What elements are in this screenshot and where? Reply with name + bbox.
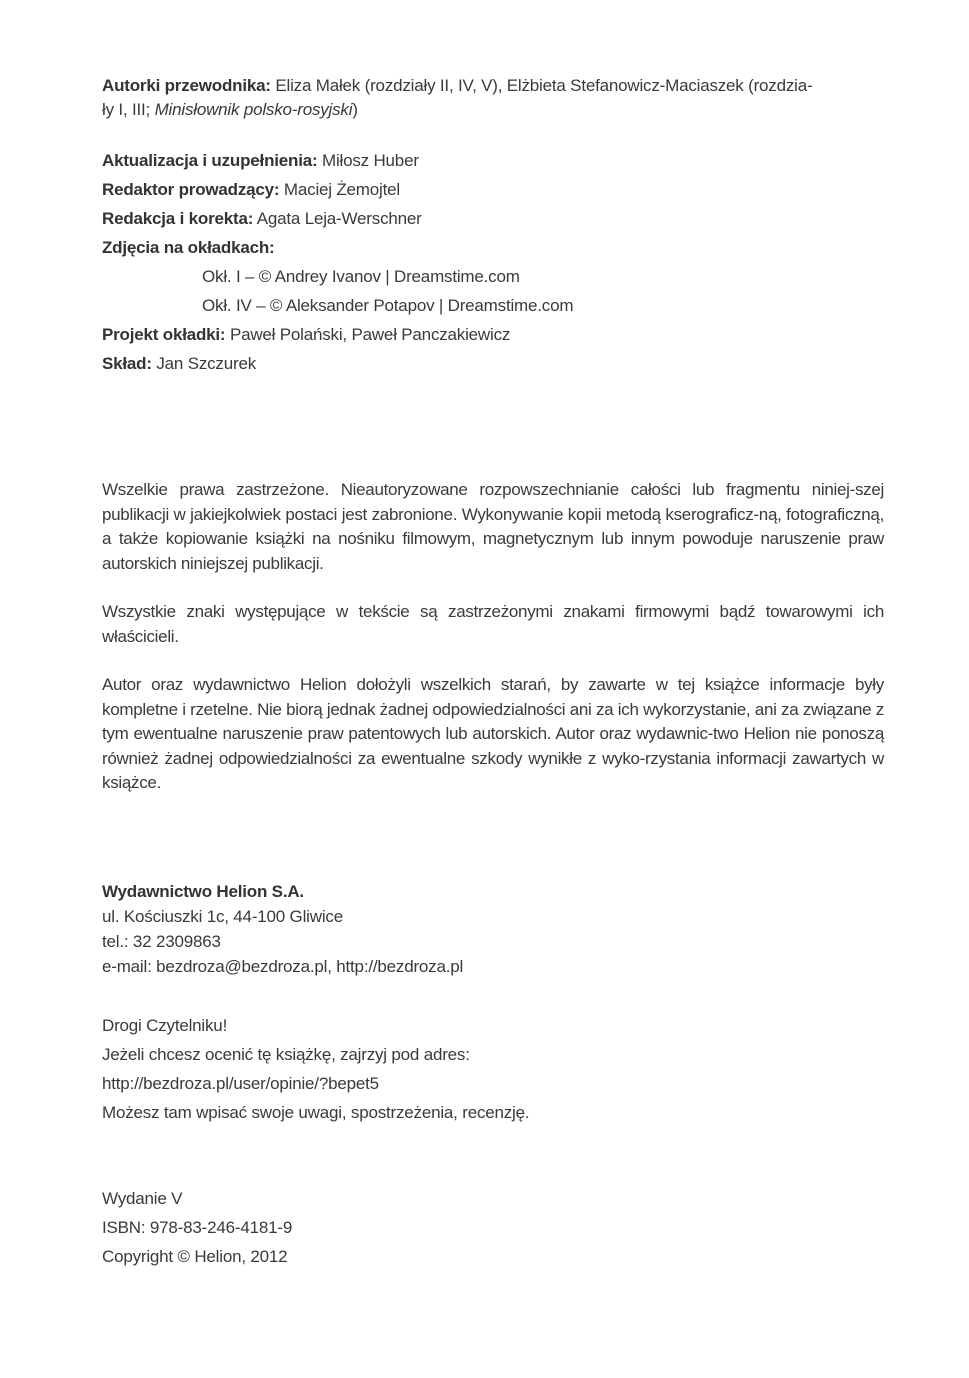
reader-section — [102, 1011, 529, 1127]
update-line — [102, 146, 884, 175]
reader-line-1: Jeżeli chcesz ocenić tę książkę, zajrzyj pod adres: — [102, 1045, 470, 1064]
publisher-email: e-mail: bezdroza@bezdroza.pl, http://bezdroza.pl — [102, 957, 464, 976]
rights-paragraph: Wszelkie prawa zastrzeżone. Nieautoryzowane rozpowszechnianie całości lub fragmentu niniej-szej publikacji w jakiejkolwiek postaci jest zabronione. Wykonywanie kopii metodą kserograficz-ną, fotograficzną, a także kopiowanie książki na nośniku filmowym, magnetycznym lub innym powoduje naruszenie praw autorskich niniejszej publikacji. — [102, 480, 884, 573]
disclaimer-paragraph: Autor oraz wydawnictwo Helion dołożyli wszelkich starań, by zawarte w tej książce informacje były kompletne i rzetelne. Nie biorą jednak żadnej odpowiedzialności ani za ich wykorzystanie, ani za związane z tym ewentualne naruszenie praw patentowych lub autorskich. Autor oraz wydawnic-two Helion nie ponoszą również żadnej odpowiedzialności za ewentualne szkody wynikłe z wyko-rzystania informacji zawartych w książce. — [102, 675, 884, 792]
publisher-address: ul. Kościuszki 1c, 44-100 Gliwice — [102, 907, 343, 926]
authors-line — [102, 74, 884, 98]
reader-url: http://bezdroza.pl/user/opinie/?bepet5 — [102, 1074, 379, 1093]
proof-value: Agata Leja-Werschner — [256, 209, 422, 228]
typeset-value: Jan Szczurek — [156, 354, 257, 373]
typeset-line — [102, 349, 884, 378]
publisher-name: Wydawnictwo Helion S.A. — [102, 882, 304, 901]
proof-label: Redakcja i korekta: — [102, 209, 254, 228]
proof-line — [102, 204, 884, 233]
isbn: ISBN: 978-83-246-4181-9 — [102, 1218, 293, 1237]
authors-value: Eliza Małek (rozdziały II, IV, V), Elżbieta Stefanowicz-Maciaszek (rozdzia- — [275, 76, 813, 95]
editor-line — [102, 175, 884, 204]
update-label: Aktualizacja i uzupełnienia: — [102, 151, 318, 170]
authors-value-cont: ły I, III; — [102, 100, 155, 119]
reader-line-2: Możesz tam wpisać swoje uwagi, spostrzeżenia, recenzję. — [102, 1103, 530, 1122]
credits-section — [102, 74, 884, 378]
photos-label: Zdjęcia na okładkach: — [102, 238, 275, 257]
update-value: Miłosz Huber — [321, 151, 419, 170]
cover-label: Projekt okładki: — [102, 325, 226, 344]
edition-number: Wydanie V — [102, 1189, 183, 1208]
photo-credit-1: Okł. I – © Andrey Ivanov | Dreamstime.com — [202, 267, 520, 286]
publisher-section — [102, 879, 463, 979]
dictionary-title: Minisłownik polsko-rosyjski — [154, 100, 353, 119]
authors-label: Autorki przewodnika: — [102, 76, 271, 95]
publisher-phone: tel.: 32 2309863 — [102, 932, 221, 951]
authors-value-end: ) — [352, 100, 358, 119]
editor-label: Redaktor prowadzący: — [102, 180, 280, 199]
copyright: Copyright © Helion, 2012 — [102, 1247, 288, 1266]
photos-line — [102, 233, 884, 262]
authors-line-cont — [102, 98, 884, 122]
trademarks-paragraph: Wszystkie znaki występujące w tekście są zastrzeżonymi znakami firmowymi bądź towarowymi ich właścicieli. — [102, 602, 884, 646]
editor-value: Maciej Żemojtel — [283, 180, 400, 199]
cover-line — [102, 320, 884, 349]
edition-section — [102, 1184, 292, 1271]
reader-greeting: Drogi Czytelniku! — [102, 1016, 228, 1035]
typeset-label: Skład: — [102, 354, 152, 373]
photo-credit-2: Okł. IV – © Aleksander Potapov | Dreamstime.com — [202, 296, 574, 315]
legal-section — [102, 478, 884, 820]
cover-value: Paweł Polański, Paweł Panczakiewicz — [229, 325, 511, 344]
